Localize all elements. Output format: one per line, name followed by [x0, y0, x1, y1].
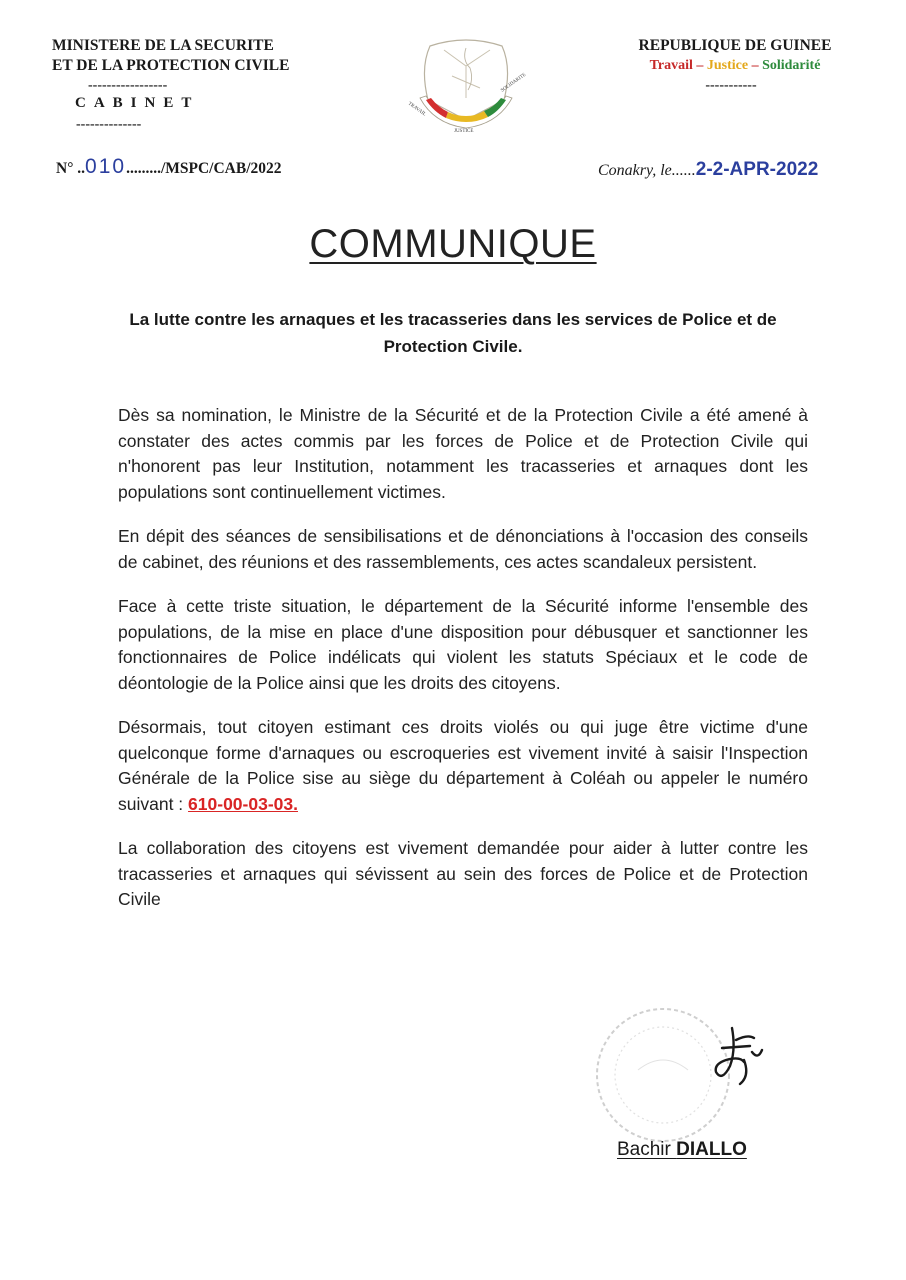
motto-travail: Travail: [649, 58, 693, 73]
motto-justice: Justice: [706, 58, 749, 73]
guinea-coat-of-arms-icon: [400, 28, 532, 140]
emblem-label: JUSTICE: [454, 129, 474, 134]
handwritten-number: 010: [85, 155, 127, 178]
emblem-label: TRAVAIL: [406, 101, 427, 118]
communique-body: [118, 403, 808, 932]
paragraph-4-text: Désormais, tout citoyen estimant ces droits violés ou qui juge être victime d'une quelconque forme d'arnaques ou escroqueries est vivement invité à saisir l'Inspection Générale de la Police sise au siège du département à Coléah ou appeler le numéro suivant :: [118, 717, 808, 814]
document-title: [0, 222, 906, 267]
number-suffix: ........./MSPC/CAB/2022: [126, 160, 282, 177]
national-motto: [590, 56, 880, 76]
title-text: COMMUNIQUE: [309, 222, 597, 266]
paragraph-1: Dès sa nomination, le Ministre de la Sécurité et de la Protection Civile a été amené à constater des actes commis par les forces de Police et de Protection Civile qui n'honorent pas leur Institution, notamment les tracasseries et arnaques dont les populations sont continuellement victimes.: [118, 405, 808, 502]
date-line: [598, 159, 818, 181]
reference-number: [56, 155, 282, 179]
ministry-line-2: ET DE LA PROTECTION CIVILE: [52, 57, 290, 74]
motto-separator: –: [748, 58, 763, 73]
divider-dashes: -----------: [705, 78, 757, 93]
republic-name: REPUBLIQUE DE GUINEE: [638, 37, 832, 54]
signatory-first-name: Bachir: [617, 1139, 677, 1160]
paragraph-5: La collaboration des citoyens est vivement demandée pour aider à lutter contre les tracasseries et arnaques qui sévissent au sein des forces de Police et de Protection Civile: [118, 838, 808, 909]
signatory-name: [617, 1139, 747, 1161]
number-prefix: N°: [56, 160, 74, 177]
date-prefix: Conakry, le......: [598, 162, 696, 179]
divider-dashes: -----------------: [88, 78, 168, 93]
ministry-name: [52, 36, 352, 96]
paragraph-4: [118, 715, 808, 817]
republic-header: [590, 36, 880, 96]
handwritten-signature-icon: [692, 1020, 772, 1095]
divider-dashes: --------------: [76, 117, 142, 132]
motto-separator: –: [692, 58, 707, 73]
emblem-label: SOLIDARITE: [500, 72, 528, 94]
phone-number: 610-00-03-03.: [188, 793, 298, 814]
number-dots: ..: [77, 160, 86, 177]
paragraph-3: Face à cette triste situation, le département de la Sécurité informe l'ensemble des populations, de la mise en place d'une disposition pour débusquer et sanctionner les fonctionnaires de Police indélicats qui violent les statuts Spéciaux et le code de déontologie de la Police ainsi que les droits des citoyens.: [118, 596, 808, 693]
ministry-line-1: MINISTERE DE LA SECURITE: [52, 37, 274, 54]
motto-solidarite: Solidarité: [762, 58, 821, 73]
cabinet-label: CABINET: [75, 95, 200, 111]
signatory-last-name: DIALLO: [676, 1139, 747, 1160]
paragraph-2: En dépit des séances de sensibilisations et de dénonciations à l'occasion des conseils de cabinet, des réunions et des rassemblements, ces actes scandaleux persistent.: [118, 526, 808, 572]
date-stamp: 2-2-APR-2022: [695, 159, 819, 180]
document-subtitle: La lutte contre les arnaques et les tracasseries dans les services de Police et de Protection Civile.: [129, 310, 777, 356]
